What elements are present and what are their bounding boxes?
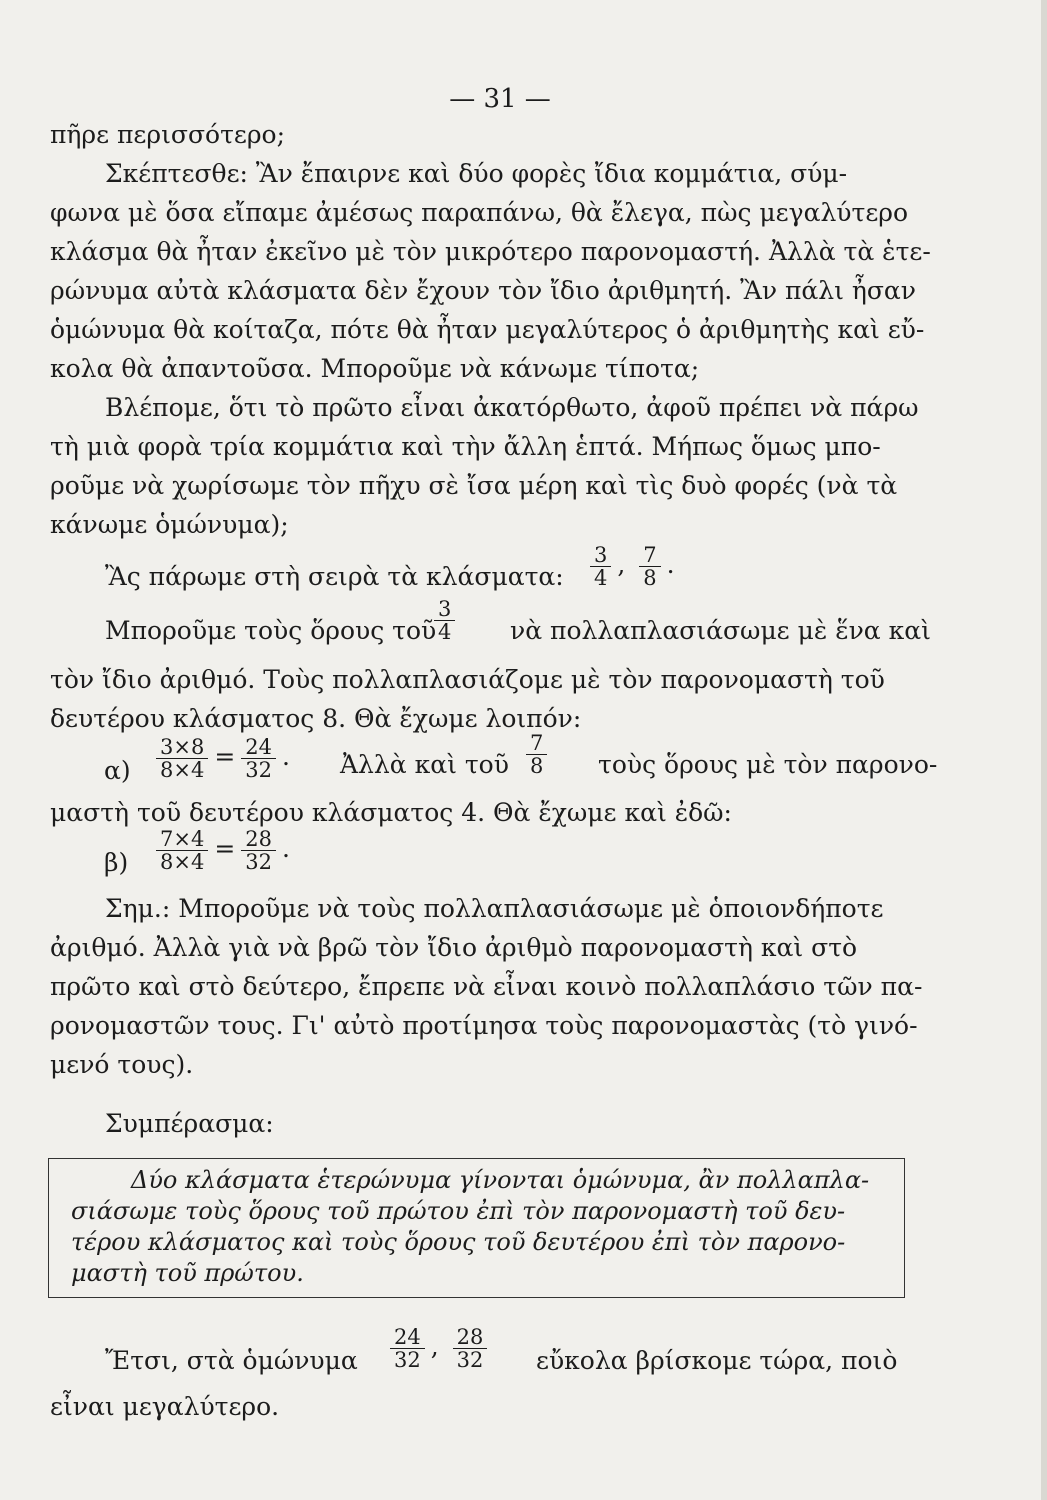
page-number: — 31 — xyxy=(449,84,551,114)
text-line: πῆρε περισσότερο; xyxy=(50,120,286,149)
fraction: $\frac{3\times 8}{8\times 4}$ xyxy=(156,736,208,781)
box-line: μαστὴ τοῦ πρώτου. xyxy=(71,1259,304,1287)
text-line: ρονομαστῶν τους. Γι' αὐτὸ προτίμησα τοὺς παρονομαστὰς (τὸ γινό- xyxy=(50,1011,918,1040)
text-line: τὸν ἴδιο ἀριθμό. Τοὺς πολλαπλασιάζομε μὲ τὸν παρονομαστὴ τοῦ xyxy=(50,665,885,694)
fraction-container xyxy=(520,732,553,777)
fraction: $\frac{24}{32}$ xyxy=(390,1326,425,1371)
text-line: Σημ.: Μποροῦμε νὰ τοὺς πολλαπλασιάσωμε μὲ ὁποιονδήποτε xyxy=(105,894,884,923)
equation-beta: $\frac{7\times 4}{8\times 4}$ = $\frac{28}{32}$ . xyxy=(150,828,290,873)
text-line: Μποροῦμε τοὺς ὅρους τοῦ xyxy=(105,616,437,645)
text-line: εἶναι μεγαλύτερο. xyxy=(50,1392,280,1421)
fraction: $\frac{24}{32}$ xyxy=(241,736,276,781)
item-label: α) xyxy=(104,756,131,785)
conclusion-box xyxy=(48,1158,905,1298)
fraction: $\frac{7\times 4}{8\times 4}$ xyxy=(156,828,208,873)
text-line: κλάσμα θὰ ἦταν ἐκεῖνο μὲ τὸν μικρότερο παρονομαστή. Ἀλλὰ τὰ ἑτε- xyxy=(50,237,931,266)
text-line: τοὺς ὅρους μὲ τὸν παρονο- xyxy=(598,750,938,779)
text-line: Ἔτσι, στὰ ὁμώνυμα xyxy=(105,1346,358,1375)
fraction-pair: $\frac{24}{32}$ , $\frac{28}{32}$ xyxy=(384,1326,493,1371)
fraction: $\frac{28}{32}$ xyxy=(241,828,276,873)
text-line: ροῦμε νὰ χωρίσωμε τὸν πῆχυ σὲ ἴσα μέρη καὶ τὶς δυὸ φορές (νὰ τὰ xyxy=(50,471,898,500)
text-line: πρῶτο καὶ στὸ δεύτερο, ἔπρεπε νὰ εἶναι κοινὸ πολλαπλάσιο τῶν πα- xyxy=(50,972,923,1001)
box-line: τέρου κλάσματος καὶ τοὺς ὅρους τοῦ δευτέρου ἐπὶ τὸν παρονο- xyxy=(71,1228,846,1256)
fraction: $\frac{3}{4}$ xyxy=(590,544,611,589)
text-line: Ἀλλὰ καὶ τοῦ xyxy=(340,750,509,779)
text-line: ἀριθμό. Ἀλλὰ γιὰ νὰ βρῶ τὸν ἴδιο ἀριθμὸ παρονομαστὴ καὶ στὸ xyxy=(50,933,858,962)
text-line: μενό τους). xyxy=(50,1050,194,1079)
box-line: σιάσωμε τοὺς ὅρους τοῦ πρώτου ἐπὶ τὸν παρονομαστὴ τοῦ δευ- xyxy=(71,1197,846,1225)
fraction: $\frac{3}{4}$ xyxy=(434,598,455,643)
text-line: τὴ μιὰ φορὰ τρία κομμάτια καὶ τὴν ἄλλη ἑπτά. Μήπως ὅμως μπο- xyxy=(50,432,881,461)
page-edge xyxy=(1041,0,1047,1500)
text-line: εὔκολα βρίσκομε τώρα, ποιὸ xyxy=(536,1346,898,1375)
text-line: Βλέπομε, ὅτι τὸ πρῶτο εἶναι ἀκατόρθωτο, ἀφοῦ πρέπει νὰ πάρω xyxy=(105,393,919,422)
fraction: $\frac{7}{8}$ xyxy=(639,544,660,589)
fraction-pair: $\frac{3}{4}$ , $\frac{7}{8}$ . xyxy=(584,544,675,589)
text-line: φωνα μὲ ὅσα εἴπαμε ἀμέσως παραπάνω, θὰ ἔλεγα, πὼς μεγαλύτερο xyxy=(50,198,909,227)
box-line: Δύο κλάσματα ἑτερώνυμα γίνονται ὁμώνυμα, ἂν πολλαπλα- xyxy=(131,1166,870,1194)
text-line: Σκέπτεσθε: Ἂν ἔπαιρνε καὶ δύο φορὲς ἴδια κομμάτια, σύμ- xyxy=(105,159,848,188)
text-line: κάνωμε ὁμώνυμα); xyxy=(50,510,289,539)
text-line: νὰ πολλαπλασιάσωμε μὲ ἕνα καὶ xyxy=(510,616,931,645)
text-line: κολα θὰ ἀπαντοῦσα. Μποροῦμε νὰ κάνωμε τίποτα; xyxy=(50,354,700,383)
equation-alpha: $\frac{3\times 8}{8\times 4}$ = $\frac{24}{32}$ . xyxy=(150,736,290,781)
text-line: δευτέρου κλάσματος 8. Θὰ ἔχωμε λοιπόν: xyxy=(50,704,582,733)
item-label: β) xyxy=(104,848,129,877)
text-line: μαστὴ τοῦ δευτέρου κλάσματος 4. Θὰ ἔχωμε καὶ ἐδῶ: xyxy=(50,798,732,827)
text-line: ὁμώνυμα θὰ κοίταζα, πότε θὰ ἦταν μεγαλύτερος ὁ ἀριθμητὴς καὶ εὔ- xyxy=(50,315,925,344)
text-line: ρώνυμα αὐτὰ κλάσματα δὲν ἔχουν τὸν ἴδιο ἀριθμητή. Ἂν πάλι ἦσαν xyxy=(50,276,917,305)
fraction-container xyxy=(428,598,461,643)
section-label: Συμπέρασμα: xyxy=(105,1109,274,1138)
fraction: $\frac{28}{32}$ xyxy=(453,1326,488,1371)
fraction: $\frac{7}{8}$ xyxy=(526,732,547,777)
text-line: Ἂς πάρωμε στὴ σειρὰ τὰ κλάσματα: xyxy=(105,562,564,591)
